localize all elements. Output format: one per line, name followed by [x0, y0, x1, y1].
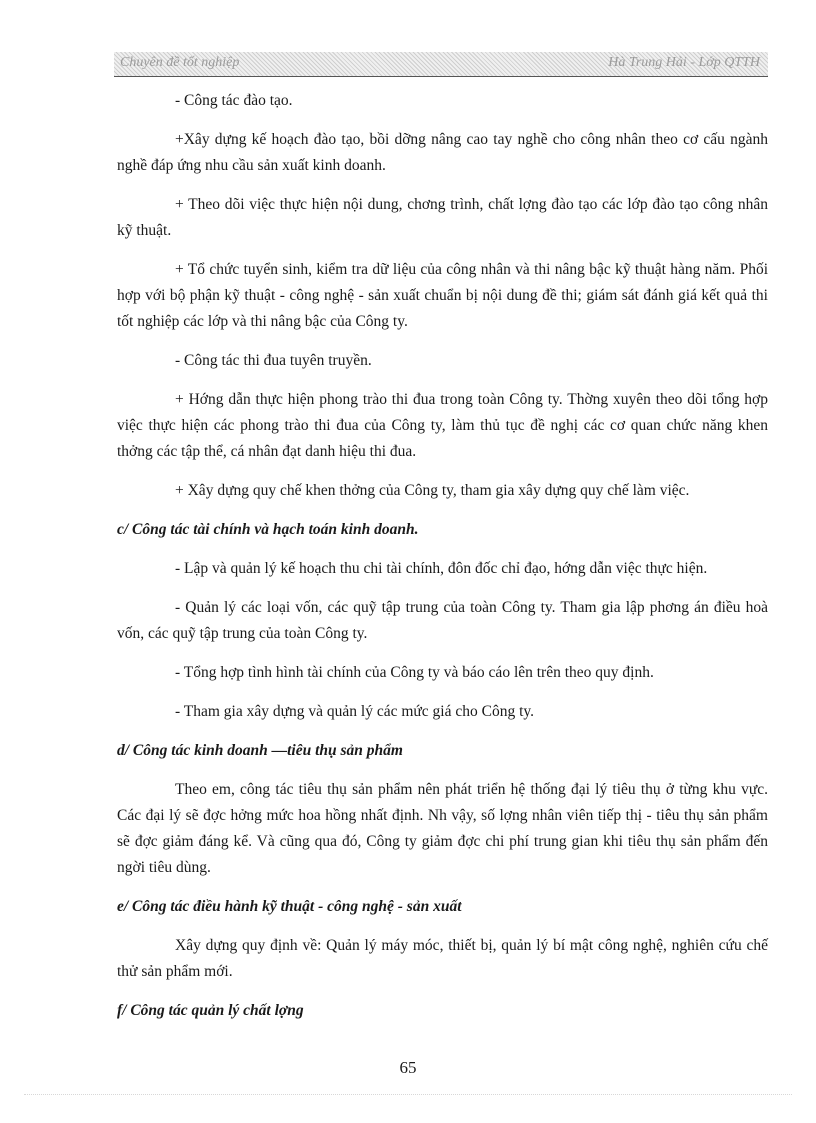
footer-divider	[24, 1094, 792, 1095]
paragraph: Theo em, công tác tiêu thụ sản phẩm nên phát triển hệ thống đại lý tiêu thụ ở từng khu vực. Các đại lý sẽ đợc hởng mức hoa hồng nhất định. Nh vậy, số lợng nhân viên tiếp thị - tiêu thụ sản phẩm sẽ đợc giảm đáng kể. Và cũng qua đó, Công ty giảm đợc chi phí trung gian khi tiêu thụ sản phẩm đến ngời tiêu dùng.	[117, 781, 768, 876]
paragraph: + Theo dõi việc thực hiện nội dung, chơng trình, chất lợng đào tạo các lớp đào tạo công nhân kỹ thuật.	[117, 196, 768, 239]
paragraph-training-title: - Công tác đào tạo.	[175, 92, 293, 109]
page-number: 65	[399, 1058, 417, 1077]
paragraph: - Lập và quản lý kế hoạch thu chi tài chính, đôn đốc chỉ đạo, hớng dẫn việc thực hiện.	[175, 560, 708, 577]
section-heading-c: c/ Công tác tài chính và hạch toán kinh doanh.	[117, 521, 419, 538]
paragraph: - Tổng hợp tình hình tài chính của Công ty và báo cáo lên trên theo quy định.	[175, 664, 654, 681]
paragraph: + Hớng dẫn thực hiện phong trào thi đua trong toàn Công ty. Thờng xuyên theo dõi tổng hợp việc thực hiện các phong trào thi đua của Công ty, làm thủ tục đề nghị các cơ quan chức năng khen thởng các tập thể, cá nhân đạt danh hiệu thi đua.	[117, 391, 768, 460]
paragraph: +Xây dựng kế hoạch đào tạo, bồi dỡng nâng cao tay nghề cho công nhân theo cơ cấu ngành nghề đáp ứng nhu cầu sản xuất kinh doanh.	[117, 131, 768, 174]
page-header	[114, 52, 768, 77]
section-heading-f: f/ Công tác quản lý chất lợng	[117, 1002, 304, 1019]
header-left-text: Chuyên đề tốt nghiệp	[120, 55, 240, 70]
paragraph: - Tham gia xây dựng và quản lý các mức giá cho Công ty.	[175, 703, 534, 720]
header-right-text: Hà Trung Hải - Lớp QTTH	[608, 55, 760, 70]
paragraph: Xây dựng quy định về: Quản lý máy móc, thiết bị, quản lý bí mật công nghệ, nghiên cứu chế thử sản phẩm mới.	[117, 937, 768, 980]
paragraph: - Quản lý các loại vốn, các quỹ tập trung của toàn Công ty. Tham gia lập phơng án điều hoà vốn, các quỹ tập trung của toàn Công ty.	[117, 599, 768, 642]
paragraph: + Tổ chức tuyển sinh, kiểm tra dữ liệu của công nhân và thi nâng bậc kỹ thuật hàng năm. Phối hợp với bộ phận kỹ thuật - công nghệ - sản xuất chuẩn bị nội dung đề thi; giám sát đánh giá kết quả thi tốt nghiệp các lớp và thi nâng bậc của Công ty.	[117, 261, 768, 330]
paragraph-emulation-title: - Công tác thi đua tuyên truyền.	[175, 352, 372, 369]
section-heading-e: e/ Công tác điều hành kỹ thuật - công nghệ - sản xuất	[117, 898, 462, 915]
section-heading-d: d/ Công tác kinh doanh —tiêu thụ sản phẩm	[117, 742, 403, 759]
paragraph: + Xây dựng quy chế khen thởng của Công ty, tham gia xây dựng quy chế làm việc.	[175, 482, 690, 499]
document-body	[117, 88, 768, 1024]
